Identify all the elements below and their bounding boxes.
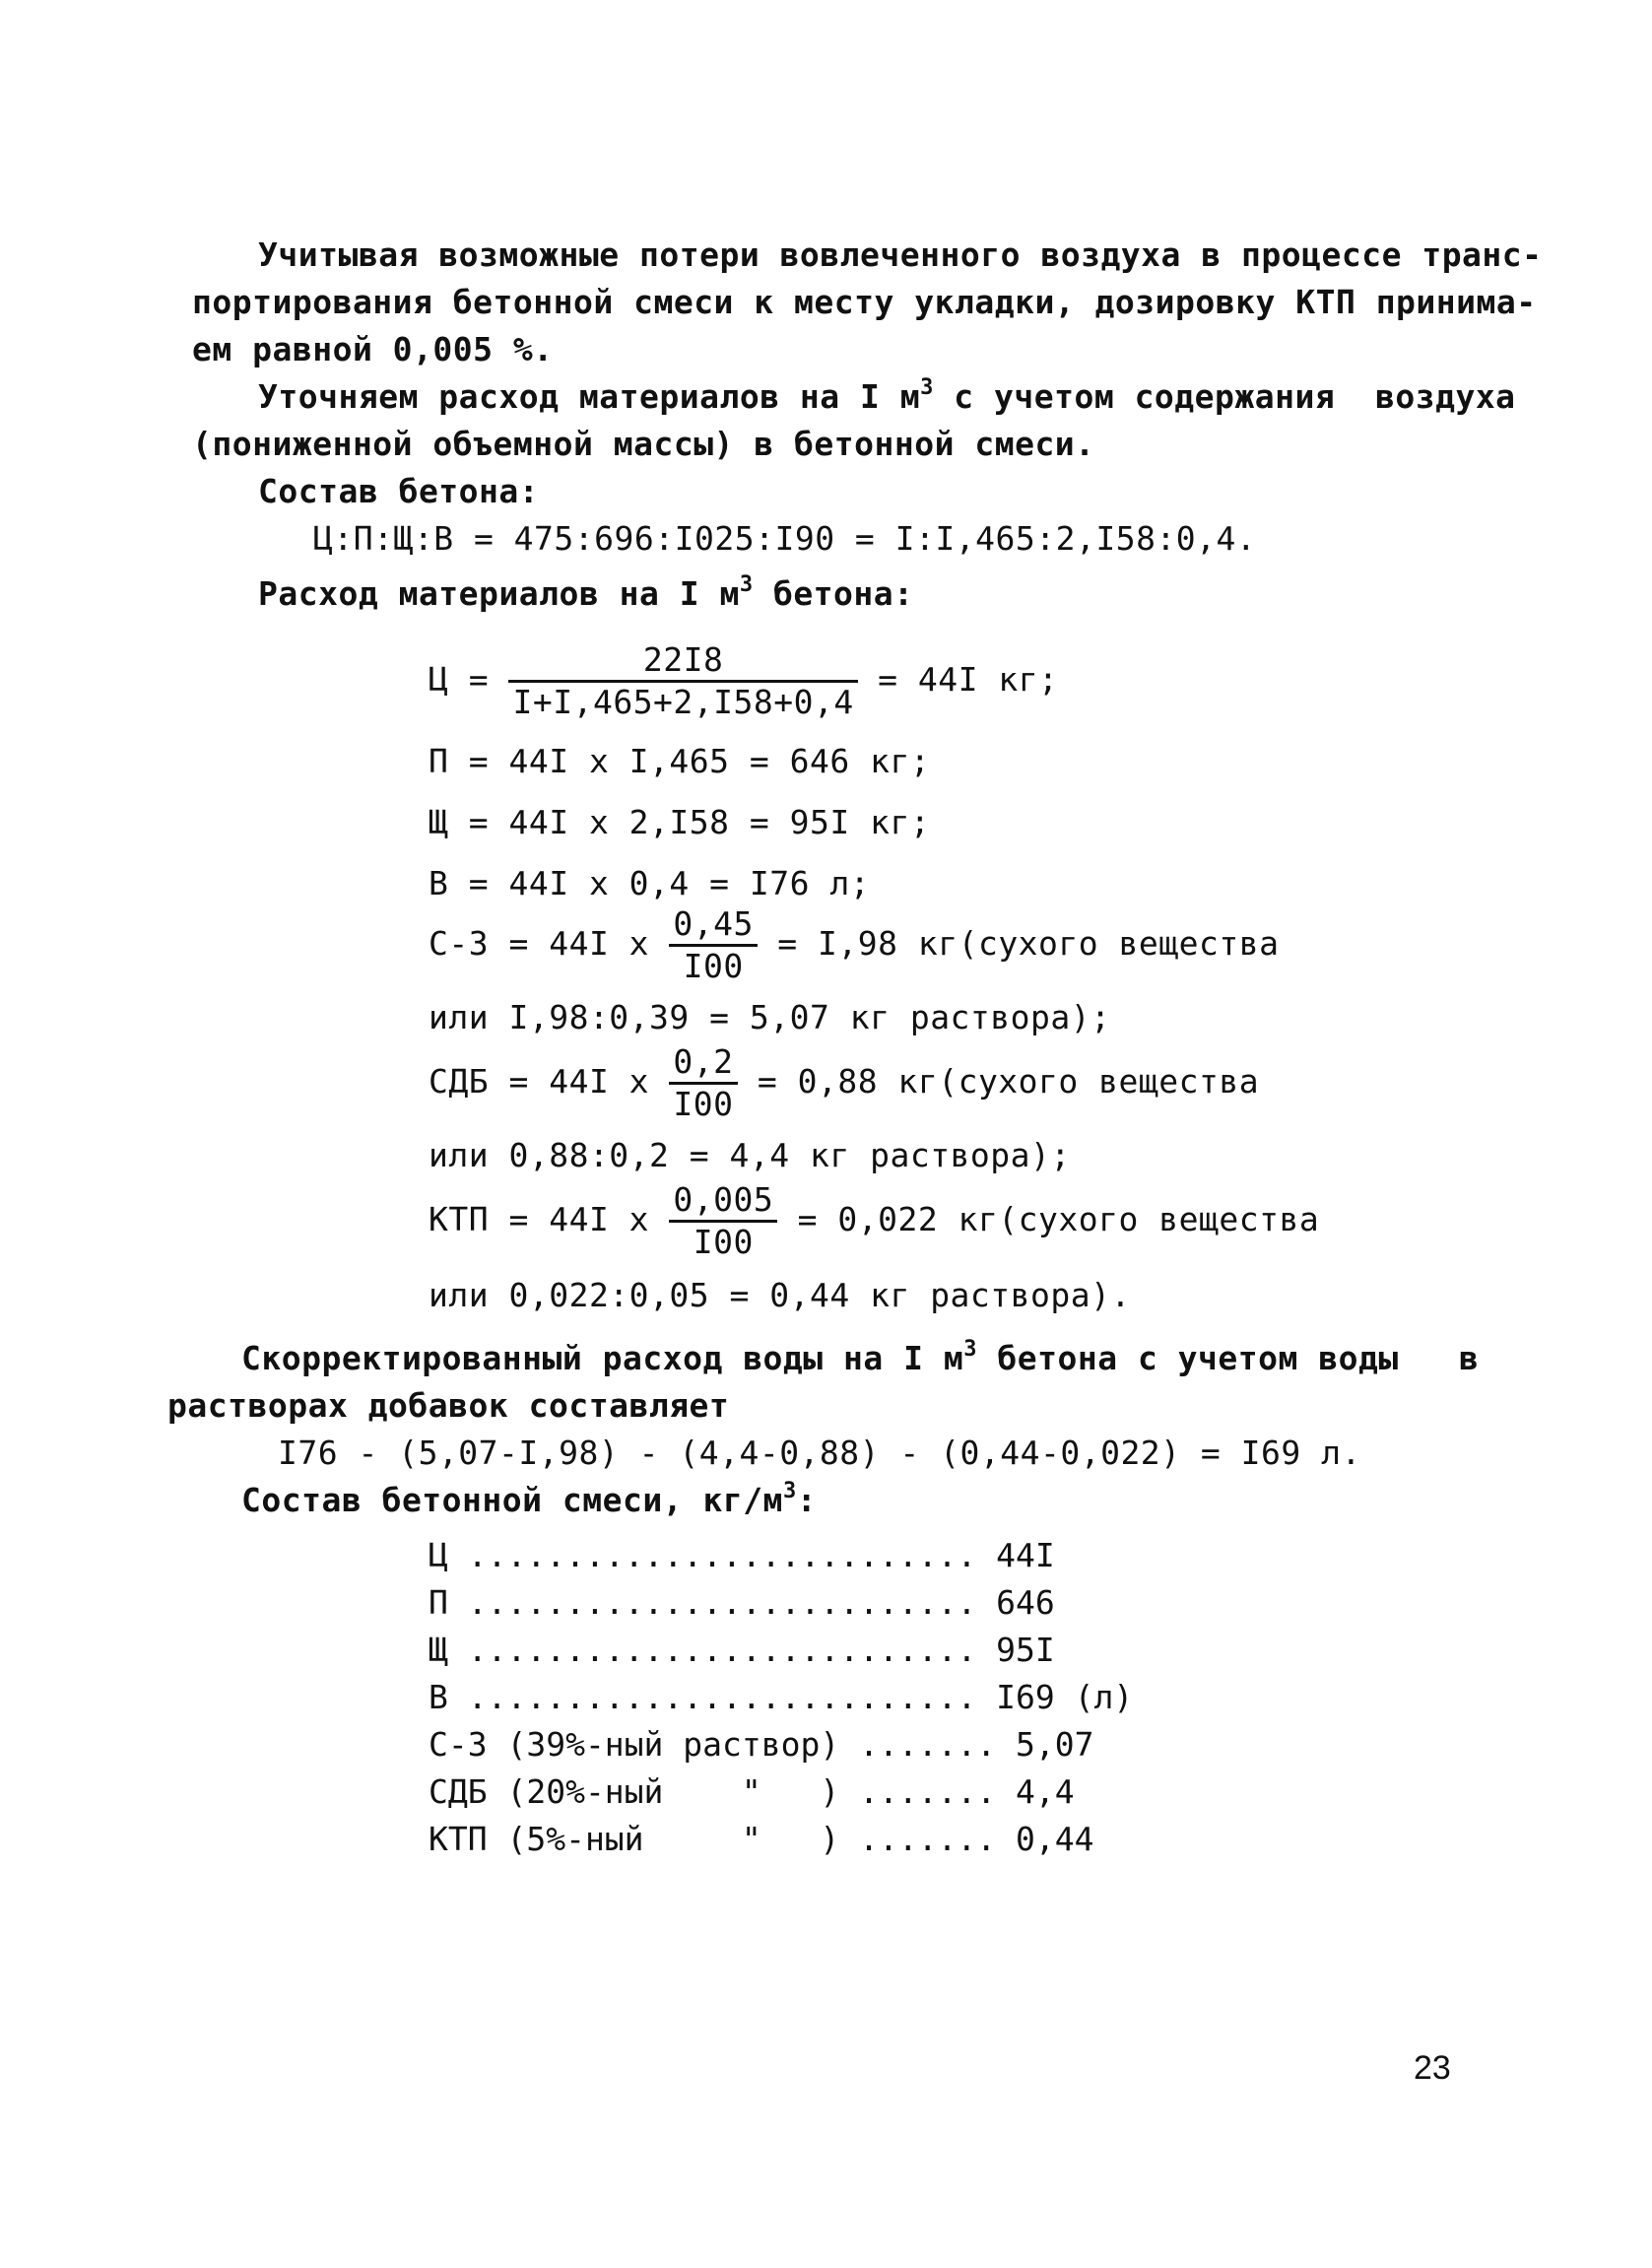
mix-row-value: 44I [976,1536,1055,1574]
s3-fraction [669,904,757,986]
mix-row-leader: .......................... [467,1678,977,1716]
mix-row-label: С-3 (39%-ный раствор) [429,1725,860,1764]
mix-row [429,1533,1055,1578]
corrected-text-a: Скорректированный расход воды на I м [241,1339,964,1377]
cement-lhs: Ц = [429,660,509,699]
paragraph-2-text-a: Уточняем расход материалов на I м [258,377,921,416]
mix-heading [241,1478,817,1523]
ktp-numerator: 0,005 [669,1180,777,1223]
sdb-denominator: I00 [673,1085,734,1123]
paragraph-1-line-2: портирования бетонной смеси к месту укладки, дозировку КТП принима- [192,283,1537,321]
sdb-formula [429,1042,1259,1124]
superscript: 3 [920,375,934,400]
cement-denominator: I+I,465+2,I58+0,4 [512,683,854,721]
corrected-line-2: растворах добавок составляет [167,1386,730,1425]
ktp-continuation: или 0,022:0,05 = 0,44 кг раствора). [429,1276,1131,1314]
water-formula: В = 44I x 0,4 = I76 л; [429,864,871,902]
s3-continuation: или I,98:0,39 = 5,07 кг раствора); [429,998,1111,1036]
mix-row [429,1580,1055,1626]
sdb-lhs: СДБ = 44I x [429,1062,670,1101]
mix-heading-text-a: Состав бетонной смеси, кг/м [241,1481,783,1519]
mix-row-leader: .......................... [467,1631,977,1669]
mix-row-label: Щ [429,1631,468,1669]
mix-row-value: 95I [976,1631,1055,1669]
s3-numerator: 0,45 [669,904,757,947]
superscript: 3 [963,1337,977,1362]
cement-rhs: = 44I кг; [857,660,1059,699]
gravel-formula: Щ = 44I x 2,I58 = 95I кг; [429,803,931,841]
ktp-lhs: КТП = 44I x [429,1200,670,1238]
sdb-fraction [669,1042,737,1124]
mix-row-value: I69 (л) [976,1678,1134,1716]
sand-formula: П = 44I x I,465 = 646 кг; [429,742,931,780]
mix-row-leader: ....... [859,1772,997,1811]
mix-row [429,1817,1094,1862]
mix-row-label: П [429,1583,468,1622]
sdb-rhs: = 0,88 кг(сухого вещества [737,1062,1260,1101]
corrected-text-b: бетона с учетом воды в [977,1339,1480,1377]
composition-heading: Состав бетона: [258,472,540,510]
corrected-line-1 [241,1336,1479,1381]
cement-fraction [508,640,857,722]
mix-row-label: Ц [429,1536,468,1574]
sdb-numerator: 0,2 [669,1042,737,1085]
consumption-heading-text-a: Расход материалов на I м [258,574,740,613]
paragraph-1-line-3: ем равной 0,005 %. [192,330,554,368]
mix-row-label: В [429,1678,468,1716]
mix-row [429,1769,1075,1815]
cement-formula [429,640,1058,722]
s3-denominator: I00 [683,947,744,985]
sdb-continuation: или 0,88:0,2 = 4,4 кг раствора); [429,1136,1071,1174]
superscript: 3 [782,1479,797,1503]
ktp-denominator: I00 [693,1223,754,1261]
mix-row-leader: .......................... [467,1583,977,1622]
ktp-fraction [669,1180,777,1262]
superscript: 3 [739,572,754,597]
paragraph-2-line-1 [258,374,1516,420]
ktp-formula [429,1180,1319,1262]
paragraph-2-line-2: (пониженной объемной массы) в бетонной смеси. [192,425,1095,463]
s3-lhs: С-3 = 44I x [429,924,670,963]
consumption-heading [258,571,914,617]
mix-row-leader: ....... [859,1820,997,1858]
mix-row [429,1722,1094,1768]
mix-row-value: 5,07 [996,1725,1094,1764]
mix-row-leader: .......................... [467,1536,977,1574]
mix-row-value: 0,44 [996,1820,1094,1858]
mix-row-label: КТП (5%-ный " ) [429,1820,860,1858]
page-number: 23 [1414,2049,1451,2087]
paragraph-1-line-1: Учитывая возможные потери вовлеченного воздуха в процессе транс- [258,235,1543,274]
consumption-heading-text-b: бетона: [753,574,914,613]
mix-row [429,1628,1055,1673]
mix-row-value: 4,4 [996,1772,1075,1811]
paragraph-2-text-b: с учетом содержания воздуха [933,377,1516,416]
s3-formula [429,904,1279,986]
corrected-formula: I76 - (5,07-I,98) - (4,4-0,88) - (0,44-0,022) = I69 л. [278,1434,1361,1472]
composition-ratio: Ц:П:Щ:В = 475:696:I025:I90 = I:I,465:2,I58:0,4. [313,519,1257,558]
s3-rhs: = I,98 кг(сухого вещества [757,924,1280,963]
mix-row-label: СДБ (20%-ный " ) [429,1772,860,1811]
mix-row [429,1675,1133,1720]
mix-row-leader: ....... [859,1725,997,1764]
ktp-rhs: = 0,022 кг(сухого вещества [777,1200,1320,1238]
cement-numerator: 22I8 [508,640,857,683]
mix-row-value: 646 [976,1583,1055,1622]
mix-heading-text-b: : [796,1481,818,1519]
